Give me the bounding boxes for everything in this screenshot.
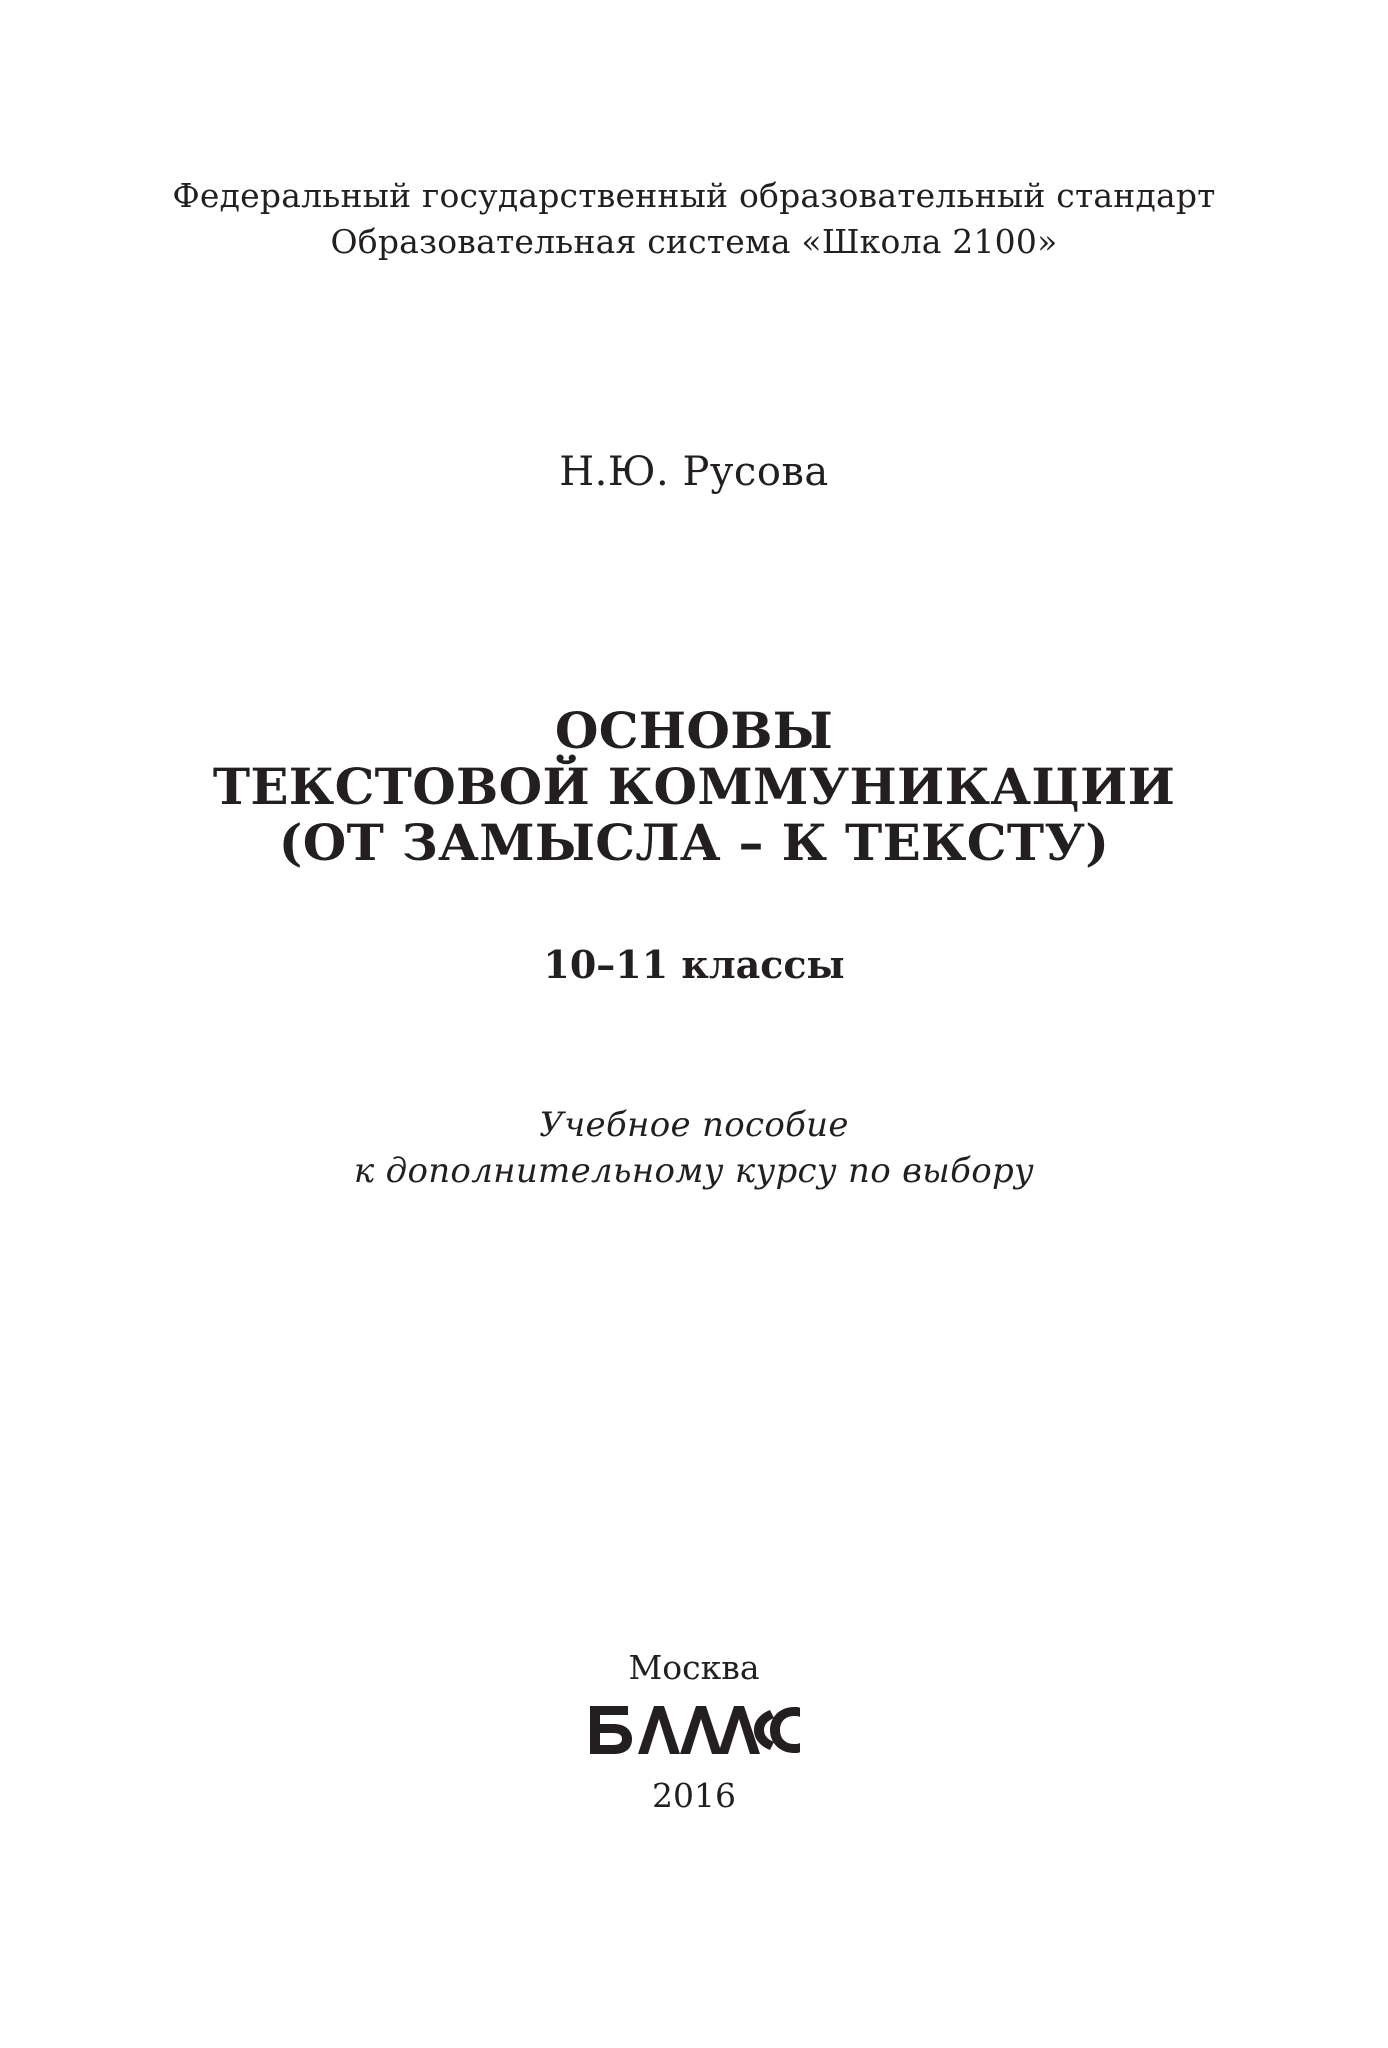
education-system-line: Образовательная система «Школа 2100» — [330, 222, 1058, 261]
grade-level: 10–11 классы — [543, 942, 845, 987]
book-title-line-1: ОСНОВЫ — [554, 701, 834, 760]
publication-city: Москва — [628, 1648, 760, 1687]
publisher-logo — [584, 1704, 800, 1756]
author-name: Н.Ю. Русова — [559, 449, 829, 495]
standard-line: Федеральный государственный образовательный стандарт — [172, 176, 1216, 215]
publication-year: 2016 — [652, 1776, 736, 1815]
book-title-line-3: (ОТ ЗАМЫСЛА – К ТЕКСТУ) — [278, 813, 1110, 872]
book-type-line-2: к дополнительному курсу по выбору — [353, 1151, 1035, 1191]
book-type-line-1: Учебное пособие — [539, 1105, 849, 1145]
book-title-line-2: ТЕКСТОВОЙ КОММУНИКАЦИИ — [212, 757, 1176, 816]
